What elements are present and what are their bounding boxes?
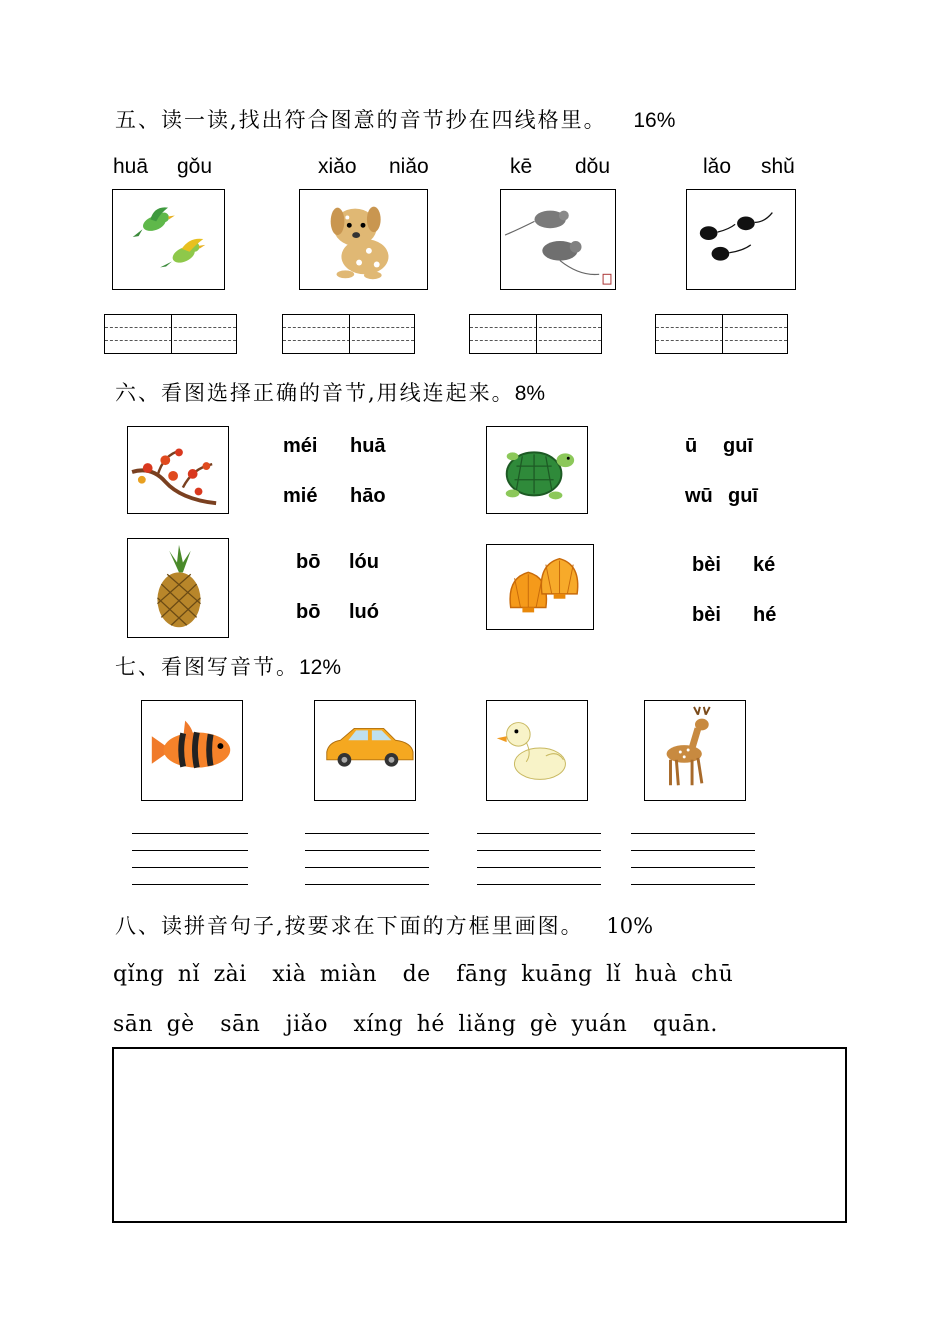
turtle-opt2a[interactable]: wū	[685, 485, 713, 507]
syllable: fāng	[456, 962, 508, 987]
turtle-icon	[487, 427, 587, 513]
option-4a: lǎo	[703, 155, 732, 178]
section5-title: 五、读一读,找出符合图意的音节抄在四线格里。	[115, 108, 607, 132]
syllable: gè	[529, 1012, 558, 1037]
syllable: jiǎo	[285, 1012, 328, 1037]
pineapple-opt2a[interactable]: bō	[296, 601, 321, 623]
syllable: gè	[166, 1012, 195, 1037]
writing-grid[interactable]	[655, 314, 788, 354]
turtle-opt1a[interactable]: ū	[685, 435, 698, 457]
turtle-opt1b[interactable]: guī	[723, 435, 753, 457]
birds-icon	[113, 190, 224, 289]
section5-heading	[115, 104, 675, 134]
pineapple-icon	[128, 539, 228, 637]
syllable: yuán	[571, 1012, 628, 1037]
section6-heading	[115, 377, 545, 407]
syllable: sān	[220, 1012, 261, 1037]
syllable: sān	[113, 1012, 154, 1037]
syllable: zài	[213, 962, 247, 987]
section7-heading	[115, 651, 341, 681]
syllable: chū	[691, 962, 734, 987]
writing-grid[interactable]	[469, 314, 602, 354]
section7-percent: 12%	[299, 656, 342, 679]
option-1b: gǒu	[177, 155, 213, 178]
syllable: miàn	[319, 962, 378, 987]
syllable: hé	[416, 1012, 445, 1037]
fish-picture	[141, 700, 243, 801]
option-1a: huā	[113, 155, 149, 178]
syllable: xià	[272, 962, 307, 987]
syllable: lǐ	[606, 962, 622, 987]
tadpoles-icon	[687, 190, 795, 289]
writing-lines[interactable]	[477, 833, 601, 885]
writing-lines[interactable]	[305, 833, 429, 885]
drawing-box[interactable]	[112, 1047, 847, 1223]
section7-title: 七、看图写音节。	[115, 655, 299, 679]
deer-icon	[645, 701, 745, 800]
fish-icon	[142, 701, 242, 800]
birds-picture	[112, 189, 225, 290]
section8-heading	[115, 910, 653, 940]
syllable: de	[402, 962, 431, 987]
plum-opt1a[interactable]: méi	[283, 435, 318, 457]
plum-opt2b[interactable]: hāo	[350, 485, 386, 507]
plum-blossom-icon	[128, 427, 228, 513]
syllable: xíng	[353, 1012, 404, 1037]
section6-title: 六、看图选择正确的音节,用线连起来。	[115, 381, 515, 405]
shell-picture	[486, 544, 594, 630]
pinyin-sentence-line1	[113, 962, 733, 987]
plum-opt1b[interactable]: huā	[350, 435, 386, 457]
pineapple-opt1b[interactable]: lóu	[349, 551, 379, 573]
syllable: kuāng	[521, 962, 593, 987]
section5-percent: 16%	[633, 109, 676, 132]
option-2b: niǎo	[389, 155, 429, 178]
section6-percent: 8%	[514, 382, 546, 405]
syllable: huà	[634, 962, 678, 987]
mice-picture	[500, 189, 616, 290]
writing-grid[interactable]	[104, 314, 237, 354]
option-3b: dǒu	[575, 155, 611, 178]
syllable: nǐ	[177, 962, 201, 987]
deer-picture	[644, 700, 746, 801]
writing-lines[interactable]	[631, 833, 755, 885]
pineapple-opt2b[interactable]: luó	[349, 601, 379, 623]
car-picture	[314, 700, 416, 801]
pineapple-picture	[127, 538, 229, 638]
turtle-opt2b[interactable]: guī	[728, 485, 758, 507]
option-3a: kē	[510, 155, 533, 178]
puppy-icon	[300, 190, 427, 289]
section8-percent: 10%	[606, 914, 654, 938]
plum-blossom-picture	[127, 426, 229, 514]
writing-lines[interactable]	[132, 833, 248, 885]
syllable: qǐng	[113, 962, 165, 987]
mice-icon	[501, 190, 615, 289]
shell-opt1a[interactable]: bèi	[692, 554, 721, 576]
option-4b: shǔ	[761, 155, 795, 178]
writing-grid[interactable]	[282, 314, 415, 354]
option-2a: xiǎo	[318, 155, 357, 178]
puppy-picture	[299, 189, 428, 290]
shell-opt1b[interactable]: ké	[753, 554, 776, 576]
section8-title: 八、读拼音句子,按要求在下面的方框里画图。	[115, 914, 584, 938]
pineapple-opt1a[interactable]: bō	[296, 551, 321, 573]
duck-icon	[487, 701, 587, 800]
shell-opt2b[interactable]: hé	[753, 604, 777, 626]
pinyin-sentence-line2	[113, 1012, 718, 1037]
shell-opt2a[interactable]: bèi	[692, 604, 721, 626]
plum-opt2a[interactable]: mié	[283, 485, 318, 507]
duck-picture	[486, 700, 588, 801]
tadpoles-picture	[686, 189, 796, 290]
turtle-picture	[486, 426, 588, 514]
syllable: quān.	[652, 1012, 718, 1037]
shell-icon	[487, 545, 593, 629]
car-icon	[315, 701, 415, 800]
syllable: liǎng	[458, 1012, 517, 1037]
